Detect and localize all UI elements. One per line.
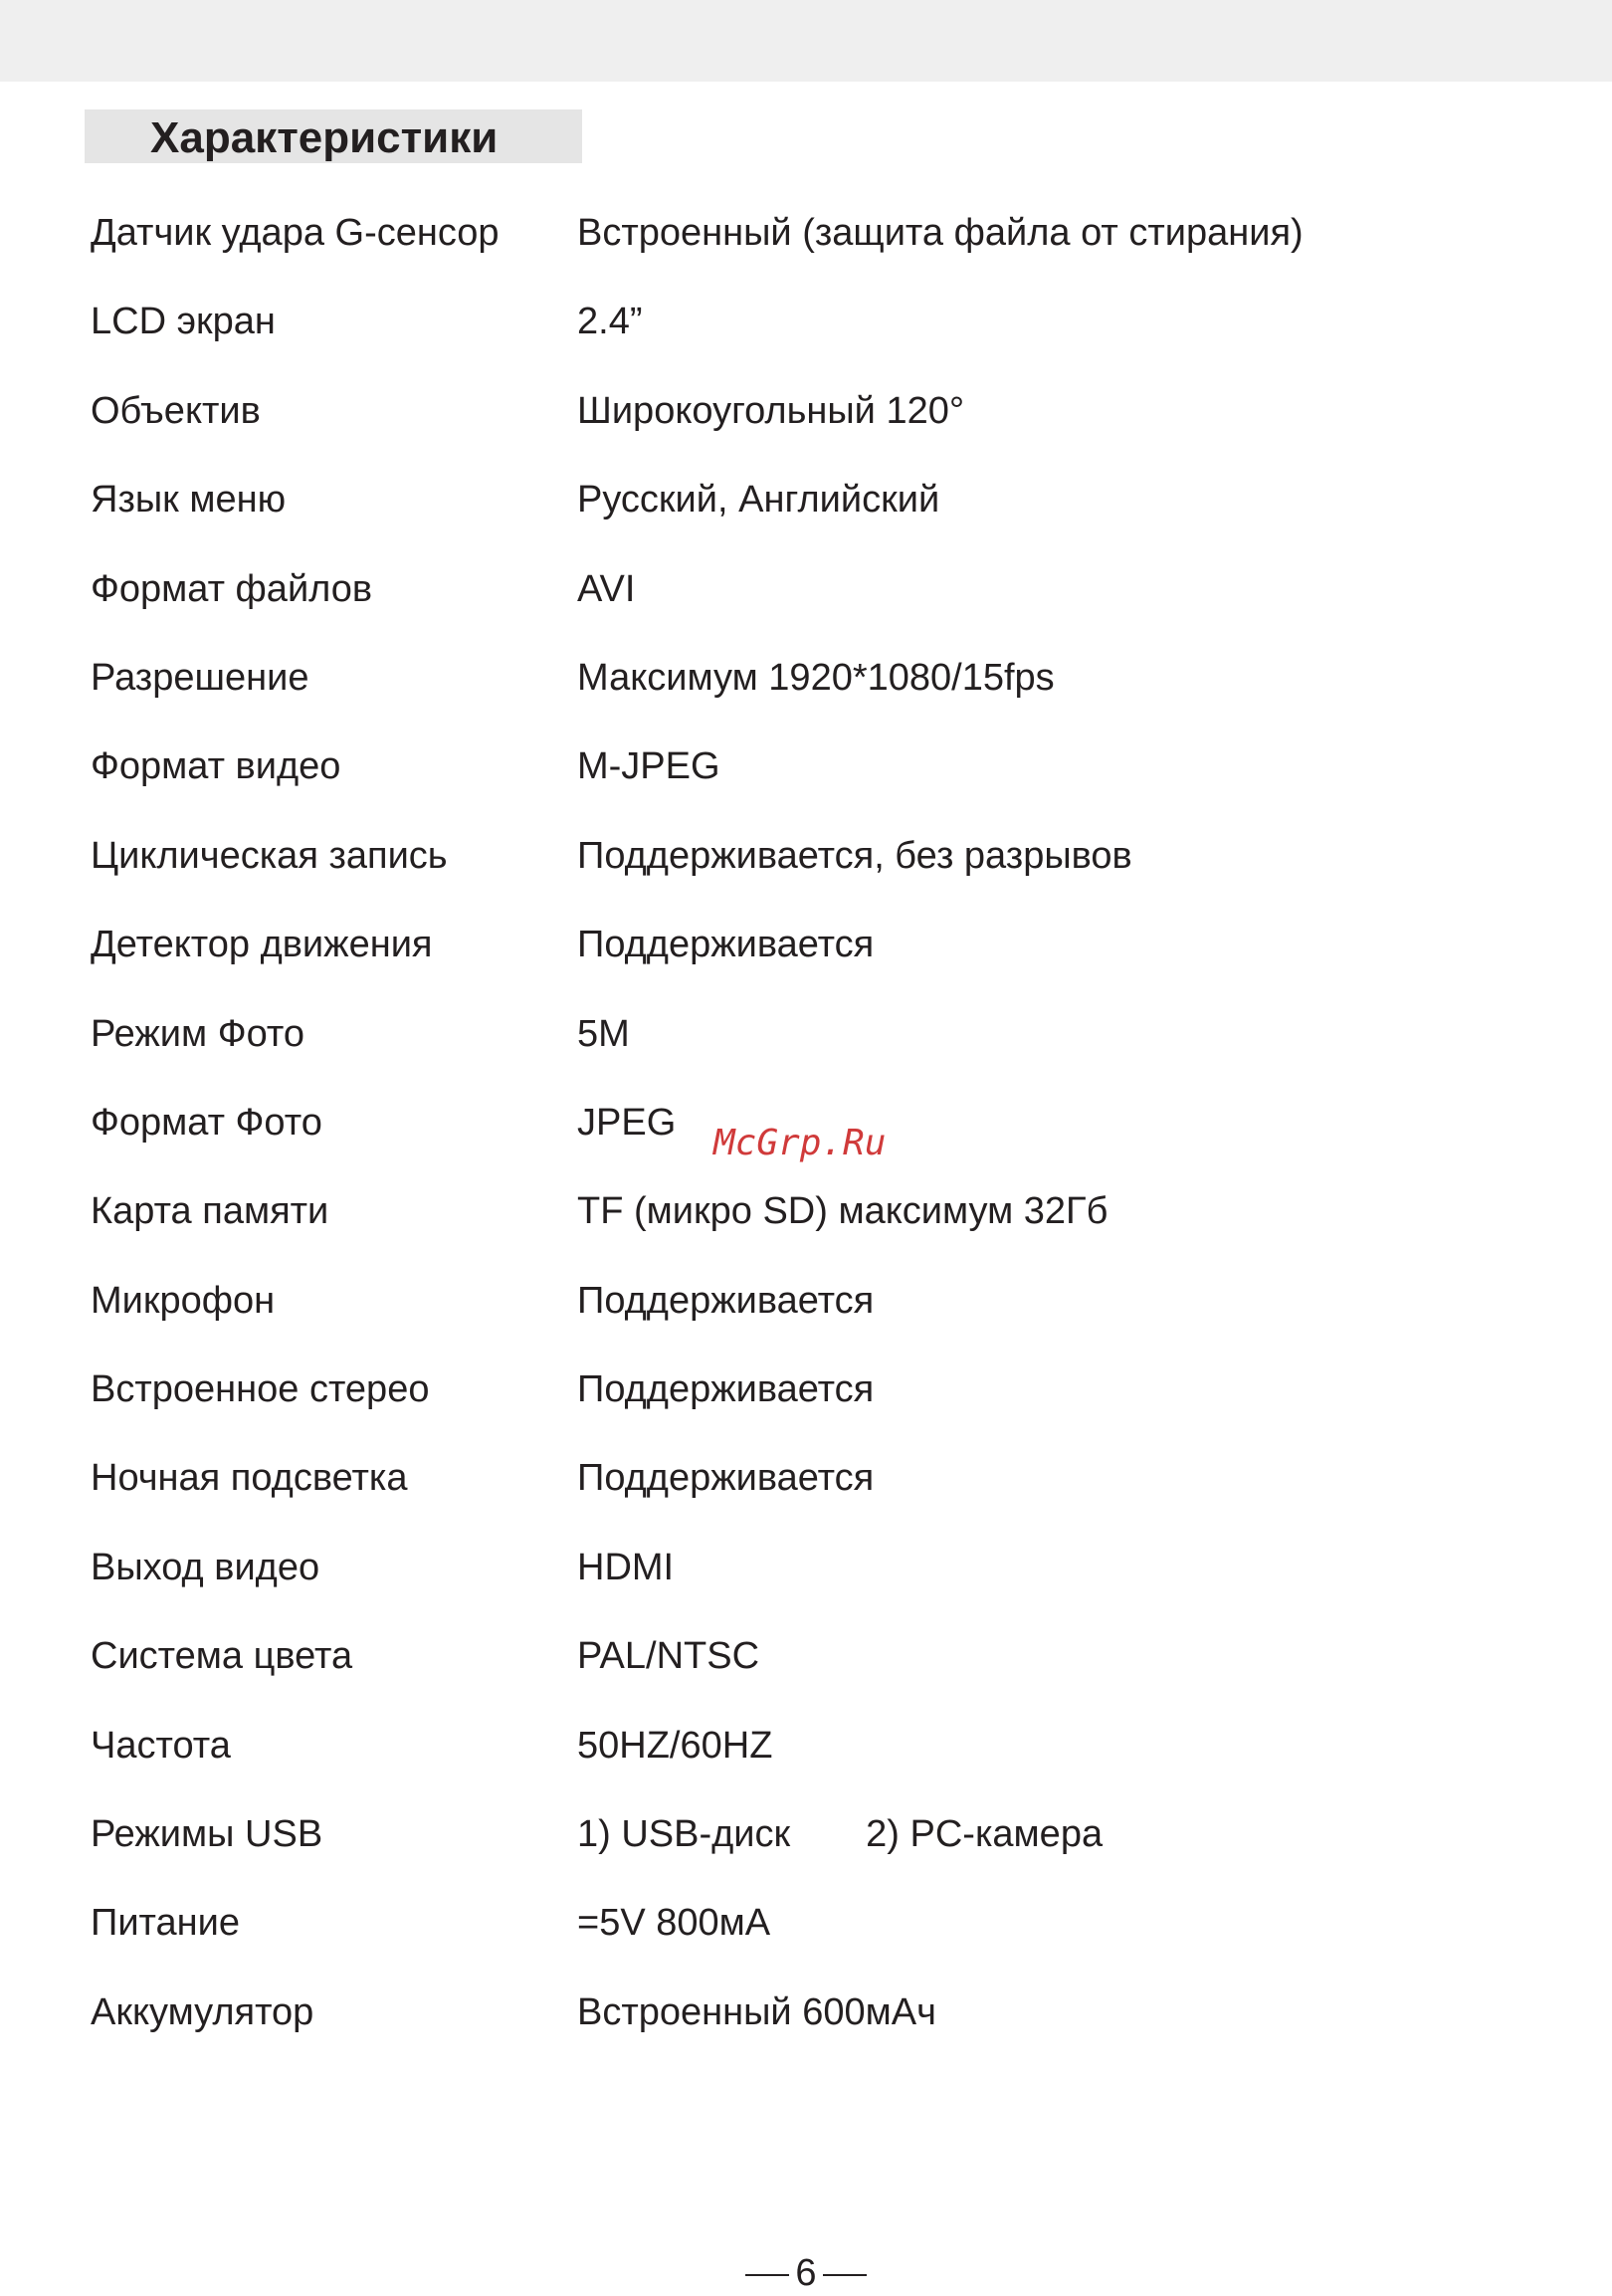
spec-row [91,1790,1533,1879]
spec-label: Язык меню [91,479,287,522]
spec-value: TF (микро SD) максимум 32Гб [577,1190,1108,1233]
section-title-box [85,109,582,163]
spec-label: Формат Фото [91,1101,322,1144]
usb-mode-disk: 1) USB-диск [577,1813,791,1856]
spec-label: Формат файлов [91,567,373,610]
spec-row [91,545,1533,634]
spec-row [91,1167,1533,1256]
spec-label: Циклическая запись [91,834,448,877]
spec-row [91,456,1533,544]
spec-label: LCD экран [91,301,276,343]
spec-row [91,1612,1533,1701]
spec-label: Режим Фото [91,1012,305,1055]
spec-row [91,1346,1533,1434]
spec-row [91,634,1533,723]
spec-row [91,990,1533,1079]
spec-label: Выход видео [91,1546,320,1588]
dash-right [823,2274,867,2276]
spec-label: Встроенное стерео [91,1368,430,1411]
spec-value: JPEG [577,1101,677,1144]
spec-row [91,1524,1533,1612]
section-title: Характеристики [150,113,499,162]
spec-label: Частота [91,1724,231,1767]
spec-value: Поддерживается [577,1279,875,1322]
spec-row [91,1969,1533,2057]
spec-label: Объектив [91,389,261,432]
spec-value: Встроенный 600мАч [577,1990,936,2033]
spec-row [91,278,1533,366]
spec-label: Датчик удара G-сенсор [91,212,500,254]
spec-value: Поддерживается, без разрывов [577,834,1132,877]
spec-label: Разрешение [91,656,309,699]
spec-value: Встроенный (защита файла от стирания) [577,212,1304,254]
spec-value: AVI [577,567,636,610]
spec-label: Аккумулятор [91,1990,314,2033]
spec-value: PAL/NTSC [577,1635,760,1678]
spec-value: 50HZ/60HZ [577,1724,773,1767]
spec-value: 5M [577,1012,630,1055]
spec-value: Поддерживается [577,924,875,966]
spec-label: Карта памяти [91,1190,329,1233]
spec-value: 2.4” [577,301,643,343]
spec-value: =5V 800мА [577,1902,771,1945]
spec-value: Максимум 1920*1080/15fps [577,656,1055,699]
spec-row [91,189,1533,278]
page-number: 6 [795,2252,817,2294]
spec-value: Русский, Английский [577,479,940,522]
spec-row [91,723,1533,811]
spec-label: Детектор движения [91,924,433,966]
spec-row [91,812,1533,901]
spec-value: Поддерживается [577,1368,875,1411]
spec-value: Поддерживается [577,1457,875,1500]
spec-label: Питание [91,1902,240,1945]
spec-row [91,1257,1533,1346]
top-band [0,0,1612,82]
spec-label: Микрофон [91,1279,276,1322]
spec-row [91,1434,1533,1523]
spec-label: Ночная подсветка [91,1457,408,1500]
spec-label: Система цвета [91,1635,353,1678]
spec-label: Формат видео [91,745,341,788]
dash-left [745,2274,789,2276]
spec-value [577,1790,1103,1879]
page-number-footer [0,2251,1612,2295]
spec-value: Широкоугольный 120° [577,389,965,432]
spec-row [91,901,1533,989]
spec-row [91,1702,1533,1790]
spec-value: HDMI [577,1546,675,1588]
spec-row [91,1879,1533,1968]
spec-label: Режимы USB [91,1813,323,1856]
usb-mode-camera: 2) PC-камера [866,1813,1104,1856]
spec-value: M-JPEG [577,745,720,788]
spec-row [91,367,1533,456]
watermark: McGrp.Ru [713,1123,887,1163]
